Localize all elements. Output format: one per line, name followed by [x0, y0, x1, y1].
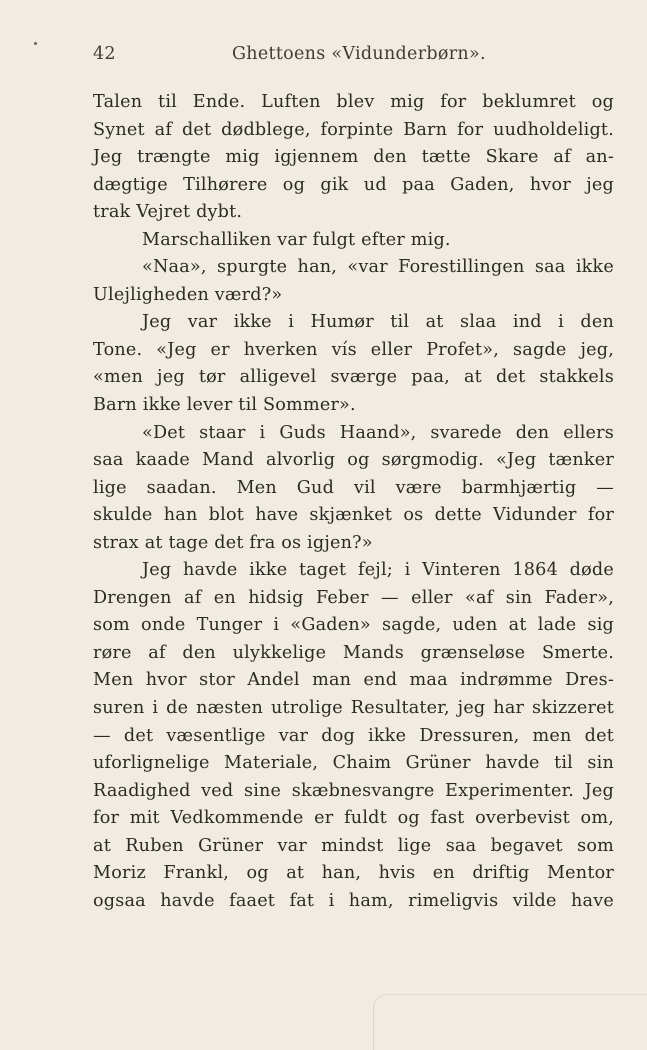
text-line: «Naa», spurgte han, «var Forestillingen saa ikke: [142, 257, 614, 278]
text-line: trak Vejret dybt.: [93, 202, 243, 223]
text-line: at Ruben Grüner var mindst lige saa begavet som: [93, 835, 614, 856]
text-line: røre af den ulykkelige Mands grænseløse Smerte.: [93, 642, 614, 663]
text-line: Tone. «Jeg er hverken vís eller Profet», sagde jeg,: [93, 339, 614, 360]
text-line: «Det staar i Guds Haand», svarede den ellers: [142, 422, 614, 443]
text-line: Jeg havde ikke taget fejl; i Vinteren 1864 døde: [142, 560, 614, 581]
text-line: Men hvor stor Andel man end maa indrømme Dres-: [93, 670, 614, 691]
text-line: skulde han blot have skjænket os dette Vidunder for: [93, 505, 614, 526]
text-line: Barn ikke lever til Sommer».: [93, 395, 356, 416]
body-text: [93, 89, 614, 915]
text-line: som onde Tunger i «Gaden» sagde, uden at lade sig: [93, 615, 614, 636]
running-title: Ghettoens «Vidunderbørn».: [232, 44, 486, 64]
text-line: Synet af det dødblege, forpinte Barn for uudholdeligt.: [93, 119, 614, 140]
paper-edge-mark: [373, 994, 647, 1050]
text-line: ogsaa havde faaet fat i ham, rimeligvis vilde have: [93, 890, 614, 911]
text-line: for mit Vedkommende er fuldt og fast overbevist om,: [93, 808, 614, 829]
page-number: 42: [93, 44, 116, 64]
text-line: Raadighed ved sine skæbnesvangre Experimenter. Jeg: [93, 780, 614, 801]
paper-speck: [34, 42, 37, 45]
text-line: «men jeg tør alligevel sværge paa, at det stakkels: [93, 367, 614, 388]
text-line: Jeg trængte mig igjennem den tætte Skare af an-: [93, 147, 614, 168]
text-line: Marschalliken var fulgt efter mig.: [142, 229, 451, 250]
page-header: [93, 44, 607, 70]
text-line: saa kaade Mand alvorlig og sørgmodig. «Jeg tænker: [93, 450, 614, 471]
text-line: Talen til Ende. Luften blev mig for beklumret og: [93, 92, 614, 112]
text-line: — det væsentlige var dog ikke Dressuren, men det: [93, 725, 614, 746]
text-line: suren i de næsten utrolige Resultater, jeg har skizzeret: [93, 698, 614, 719]
text-line: Moriz Frankl, og at han, hvis en driftig Mentor: [93, 863, 614, 884]
text-line: uforlignelige Materiale, Chaim Grüner havde til sin: [93, 753, 614, 774]
text-line: Jeg var ikke i Humør til at slaa ind i den: [142, 312, 614, 333]
text-line: Drengen af en hidsig Feber — eller «af sin Fader»,: [93, 587, 614, 608]
text-line: lige saadan. Men Gud vil være barmhjærtig —: [93, 477, 614, 498]
text-line: strax at tage det fra os igjen?»: [93, 532, 373, 553]
text-line: dægtige Tilhørere og gik ud paa Gaden, hvor jeg: [93, 174, 614, 195]
text-line: Ulejligheden værd?»: [93, 284, 283, 305]
